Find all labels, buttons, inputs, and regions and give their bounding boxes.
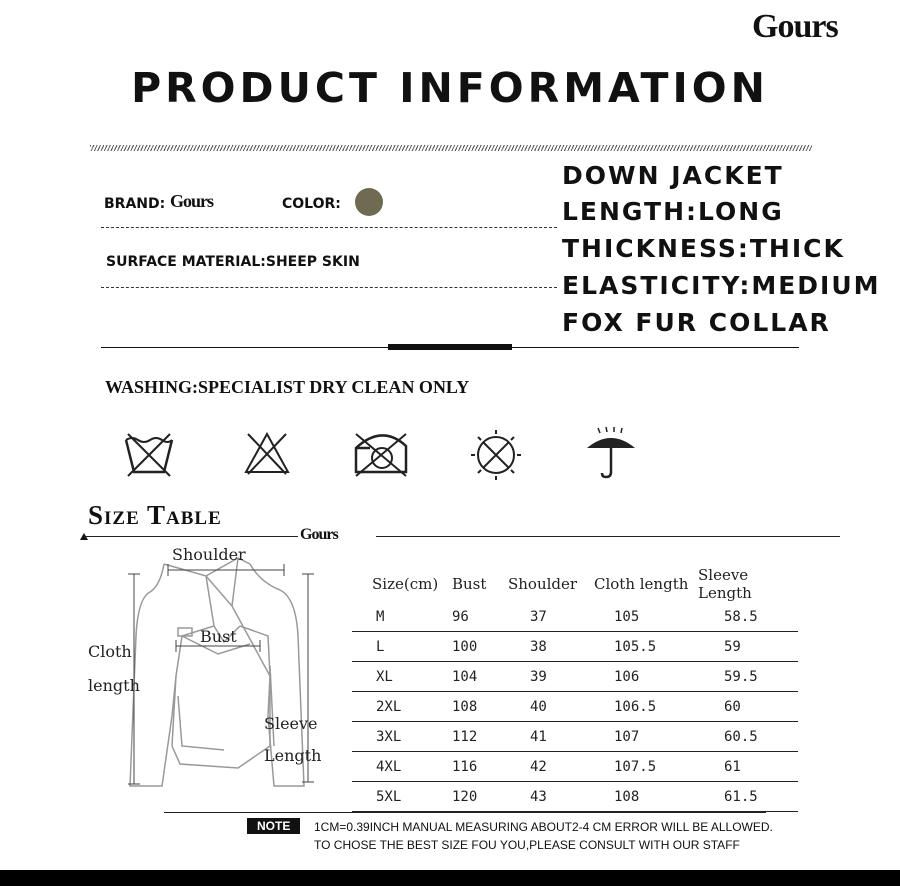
table-row: [352, 782, 798, 812]
table-cell: 61.5: [698, 782, 798, 812]
table-cell: 59.5: [698, 662, 798, 692]
footer-bar: [0, 870, 900, 886]
size-table-rule: [84, 536, 298, 537]
table-cell: 40: [508, 692, 594, 722]
table-cell: 37: [508, 602, 594, 632]
label-cloth: Cloth: [88, 642, 132, 661]
header-cloth-length: Cloth length: [594, 575, 689, 593]
table-cell: 43: [508, 782, 594, 812]
label-length: length: [88, 676, 140, 695]
do-not-sun-dry-icon: [468, 428, 524, 482]
table-bottom-rule: [164, 812, 766, 813]
table-cell: 61: [698, 752, 798, 782]
label-sleeve-length: Length: [264, 746, 322, 765]
table-cell: 60: [698, 692, 798, 722]
jacket-diagram: [120, 546, 320, 806]
label-bust: Bust: [200, 627, 237, 646]
header-shoulder: Shoulder: [508, 575, 578, 593]
table-cell: 107.5: [594, 752, 698, 782]
keep-dry-umbrella-icon: [584, 426, 638, 480]
size-table-title: Size Table: [88, 500, 222, 530]
table-cell: 112: [452, 722, 508, 752]
brand-label: BRAND:: [104, 196, 166, 212]
table-cell: 5XL: [352, 782, 452, 812]
washing-instructions: WASHING:SPECIALIST DRY CLEAN ONLY: [105, 377, 470, 397]
table-cell: 105.5: [594, 632, 698, 662]
surface-material: SURFACE MATERIAL:SHEEP SKIN: [106, 254, 360, 270]
spec-elasticity: ELASTICITY:MEDIUM: [562, 271, 881, 300]
dashed-divider: [101, 227, 557, 228]
table-row: [352, 692, 798, 722]
table-cell: 108: [594, 782, 698, 812]
brand-logo-small: Gours: [170, 191, 214, 211]
table-row: [352, 632, 798, 662]
spec-length: LENGTH:LONG: [562, 197, 784, 226]
table-row: [352, 602, 798, 632]
header-sleeve-length: Sleeve Length: [698, 566, 752, 602]
table-cell: 4XL: [352, 752, 452, 782]
table-cell: 58.5: [698, 602, 798, 632]
label-shoulder: Shoulder: [172, 545, 246, 564]
size-table-rule: [376, 536, 840, 537]
table-cell: 2XL: [352, 692, 452, 722]
brand-logo: Gours: [752, 8, 838, 45]
table-cell: 106.5: [594, 692, 698, 722]
table-cell: 104: [452, 662, 508, 692]
table-cell: 42: [508, 752, 594, 782]
table-cell: 100: [452, 632, 508, 662]
color-swatch: [355, 188, 383, 216]
page-title: PRODUCT INFORMATION: [131, 64, 769, 112]
table-cell: 60.5: [698, 722, 798, 752]
dashed-divider: [101, 287, 557, 288]
table-cell: 96: [452, 602, 508, 632]
label-sleeve: Sleeve: [264, 714, 318, 733]
table-cell: XL: [352, 662, 452, 692]
table-header-row: [352, 566, 798, 602]
brand-logo-small: Gours: [300, 526, 338, 543]
table-cell: 39: [508, 662, 594, 692]
hatched-divider: [90, 145, 812, 151]
note-badge: NOTE: [247, 818, 300, 834]
table-cell: 107: [594, 722, 698, 752]
table-row: [352, 662, 798, 692]
header-size: Size(cm): [372, 575, 439, 593]
size-table: [352, 566, 798, 812]
table-cell: 108: [452, 692, 508, 722]
table-cell: M: [352, 602, 452, 632]
do-not-bleach-icon: [242, 430, 292, 476]
color-label: COLOR:: [282, 196, 341, 212]
spec-thickness: THICKNESS:THICK: [562, 234, 845, 263]
note-line-1: 1CM=0.39INCH MANUAL MEASURING ABOUT2-4 CM ERROR WILL BE ALLOWED.: [314, 820, 773, 834]
table-cell: 59: [698, 632, 798, 662]
table-cell: 106: [594, 662, 698, 692]
table-cell: L: [352, 632, 452, 662]
spec-type: DOWN JACKET: [562, 161, 784, 190]
spec-collar: FOX FUR COLLAR: [562, 308, 831, 337]
do-not-tumble-dry-icon: [352, 430, 410, 478]
table-cell: 38: [508, 632, 594, 662]
table-row: [352, 752, 798, 782]
table-cell: 120: [452, 782, 508, 812]
do-not-wash-icon: [120, 428, 178, 478]
table-cell: 105: [594, 602, 698, 632]
table-cell: 41: [508, 722, 594, 752]
table-cell: 116: [452, 752, 508, 782]
note-line-2: TO CHOSE THE BEST SIZE FOU YOU,PLEASE CONSULT WITH OUR STAFF: [314, 838, 740, 852]
table-cell: 3XL: [352, 722, 452, 752]
section-divider-accent: [388, 344, 512, 350]
header-bust: Bust: [452, 575, 487, 593]
table-row: [352, 722, 798, 752]
